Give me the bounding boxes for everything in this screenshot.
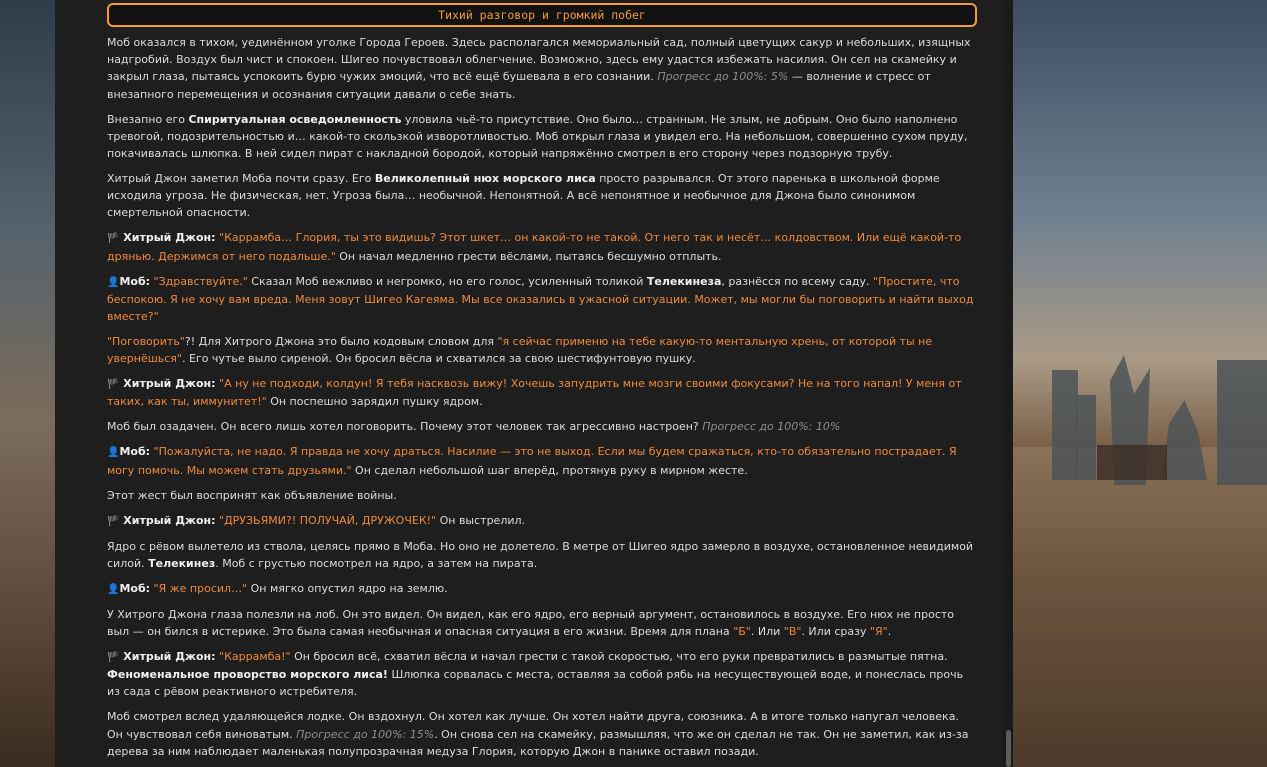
story-paragraph (107, 34, 975, 103)
bold-text: Моб: (119, 274, 151, 288)
bold-text: Моб: (119, 445, 151, 459)
dialogue-text: "Пожалуйста, не надо. Я правда не хочу драться. Насилие — это не выход. Если мы будем сражаться, кто-то обязательно пострадает. Я могу помочь. Мы можем стать друзьями." (107, 445, 957, 477)
bold-text: Телекинез (148, 556, 216, 570)
story-text: . Его чутье выло сиреной. Он бросил вёсла и схватился за свою шестифунтовую пушку. (181, 352, 696, 366)
story-paragraph (107, 708, 975, 760)
story-text: уловила чьё-то присутствие. Оно было… странным. Не злым, не добрым. Оно было наполнено тревогой, подозрительностью и… какой-то скользкой изворотливостью. Моб открыл глаза и увидел его. На небольшом, совершенно сухом пруду, покачивалась шлюпка. В ней сидел пират с накладной бородой, который напряжённо смотрел в его сторону через подзорную трубу. (107, 112, 968, 161)
speaker-icon: 👤 (107, 583, 120, 595)
story-paragraph (107, 229, 975, 264)
speaker-icon: 🏴 (107, 379, 120, 391)
dialogue-text: "Каррамба!" (215, 650, 291, 664)
bold-text: Хитрый Джон: (119, 231, 216, 245)
dialogue-text: "В" (783, 625, 802, 639)
bold-text: Моб: (119, 581, 151, 595)
speaker-icon: 🏴 (107, 515, 120, 527)
chapter-title-box (107, 3, 977, 27)
story-text: , разнёсся по всему саду. (721, 274, 874, 288)
story-text: . Или (750, 625, 784, 639)
story-text: Он выстрелил. (436, 513, 526, 527)
bold-text: Феноменальное проворство морского лиса! (107, 668, 388, 682)
scrollbar-thumb[interactable] (1006, 730, 1011, 767)
story-text: Он бросил всё, схватил вёсла и начал грести с такой скоростью, что его руки превратились в размытые пятна. (290, 650, 948, 664)
progress-note: Прогресс до 100%: 10% (702, 420, 841, 434)
scrollbar[interactable] (1003, 0, 1013, 767)
bold-text: Телекинеза (646, 274, 722, 288)
story-text: просто разрывался. От этого паренька в школьной форме исходила угроза. Не физическая, нет. Угроза была… необычной. Непонятной. А всё непонятное и необычное для Джона было синонимом смертельной опасности. (107, 172, 940, 220)
story-text: Он сделал небольшой шаг вперёд, протянув руку в мирном жесте. (351, 463, 748, 477)
dialogue-text: "ДРУЗЬЯМИ?! ПОЛУЧАЙ, ДРУЖОЧЕК!" (215, 513, 437, 527)
dialogue-text: "Простите, что беспокою. Я не хочу вам вреда. Меня зовут Шигео Кагеяма. Мы все оказались в ужасной ситуации. Может, мы могли бы поговорить и найти выход вместе?" (107, 274, 974, 324)
story-text: Он мягко опустил ядро на землю. (247, 581, 448, 595)
speaker-icon: 🏴 (107, 233, 120, 245)
background-landscape (1012, 0, 1267, 767)
chapter-title: Тихий разговор и громкий побег (438, 8, 646, 22)
story-paragraph (107, 273, 975, 326)
speaker-icon: 🏴 (107, 652, 120, 664)
background-left (0, 0, 55, 767)
dialogue-text: "Я же просил…" (150, 581, 248, 595)
dialogue-text: "А ну не подходи, колдун! Я тебя насквозь вижу! Хочешь запудрить мне мозги своими фокусами? Не на того напал! У меня от таких, как ты, иммунитет!" (107, 377, 962, 409)
story-paragraph (107, 580, 975, 598)
dialogue-text: "Б" (733, 625, 751, 639)
story-text: Ядро с рёвом вылетело из ствола, целясь прямо в Моба. Но оно не долетело. В метре от Шигео ядро замерло в воздухе, остановленное невидимой силой. (107, 539, 974, 570)
story-paragraph (107, 418, 975, 435)
story-paragraph (107, 487, 975, 504)
story-text: — волнение и стресс от внезапного перемещения и осознания ситуации давали о себе знать. (107, 70, 931, 101)
bold-text: Хитрый Джон: (119, 377, 216, 391)
story-content (107, 34, 975, 767)
story-paragraph (107, 170, 975, 222)
dialogue-text: "Поговорить" (107, 335, 185, 349)
story-text: Этот жест был воспринят как объявление войны. (107, 488, 397, 502)
story-text: Он начал медленно грести вёслами, пытаясь бесшумно отплыть. (335, 249, 722, 263)
story-paragraph (107, 443, 975, 478)
story-text: . (887, 625, 892, 639)
story-text: . Он снова сел на скамейку, размышляя, что же он сделал не так. Он не заметил, как из-за дерева за ним наблюдает маленькая полупрозрачная медуза Глория, которую Джон в панике оставил позади. (107, 727, 969, 758)
story-text: Сказал Моб вежливо и негромко, но его голос, усиленный толикой (247, 274, 647, 288)
story-text: ?! Для Хитрого Джона это было кодовым словом для (184, 335, 498, 349)
story-text: Хитрый Джон заметил Моба почти сразу. Его (107, 172, 375, 186)
story-paragraph (107, 512, 975, 530)
story-paragraph (107, 648, 975, 701)
story-text: У Хитрого Джона глаза полезли на лоб. Он это видел. Он видел, как его ядро, его верный аргумент, остановилось в воздухе. Его нюх не просто выл — он бился в истерике. Это была самая необычная и опасная ситуация в его жизни. Время для плана (107, 607, 955, 639)
story-text: Моб был озадачен. Он всего лишь хотел поговорить. Почему этот человек так агрессивно настроен? (107, 420, 703, 434)
dialogue-text: "Я" (869, 625, 888, 639)
story-paragraph (107, 538, 975, 572)
story-paragraph (107, 333, 975, 367)
bold-text: Великолепный нюх морского лиса (374, 172, 596, 186)
progress-note: Прогресс до 100%: 15% (296, 727, 435, 741)
story-paragraph (107, 606, 975, 640)
bold-text: Хитрый Джон: (119, 650, 216, 664)
dialogue-text: "Каррамба… Глория, ты это видишь? Этот шкет… он какой-то не такой. От него так и несёт… колдовством. Или ещё какой-то дрянью. Держимся от него подальше." (107, 231, 962, 263)
story-text: Моб смотрел вслед удаляющейся лодке. Он вздохнул. Он хотел как лучше. Он хотел найти друга, союзника. А в итоге только напугал человека. Он чувствовал себя виноватым. (107, 710, 959, 741)
speaker-icon: 👤 (107, 447, 120, 459)
story-panel (55, 0, 1013, 767)
dialogue-text: "я сейчас применю на тебе какую-то ментальную хрень, от которой ты не увернёшься" (107, 335, 933, 366)
story-text: Он поспешно зарядил пушку ядром. (266, 395, 483, 409)
bold-text: Хитрый Джон: (119, 513, 216, 527)
dialogue-text: "Здравствуйте." (150, 274, 248, 288)
progress-note: Прогресс до 100%: 5% (657, 70, 789, 84)
story-paragraph (107, 375, 975, 410)
story-text: Моб оказался в тихом, уединённом уголке Города Героев. Здесь располагался мемориальный сад, полный цветущих сакур и небольших, изящных надгробий. Воздух был чист и спокоен. Шигео почувствовал облегчение. Возможно, здесь ему удастся избежать насилия. Он сел на скамейку и закрыл глаза, пытаясь успокоить бурю чужих эмоций, что всё ещё бушевала в его сознании. (107, 36, 971, 84)
bold-text: Спиритуальная осведомленность (188, 112, 402, 126)
story-text: . Или сразу (801, 625, 870, 639)
story-text: Шлюпка сорвалась с места, оставляя за собой рябь на несуществующей воде, и понеслась прочь из сада с рёвом реактивного истребителя. (107, 668, 964, 699)
story-text: Внезапно его (107, 112, 189, 126)
speaker-icon: 👤 (107, 276, 120, 288)
story-paragraph (107, 111, 975, 163)
story-text: . Моб с грустью посмотрел на ядро, а затем на пирата. (215, 556, 538, 570)
